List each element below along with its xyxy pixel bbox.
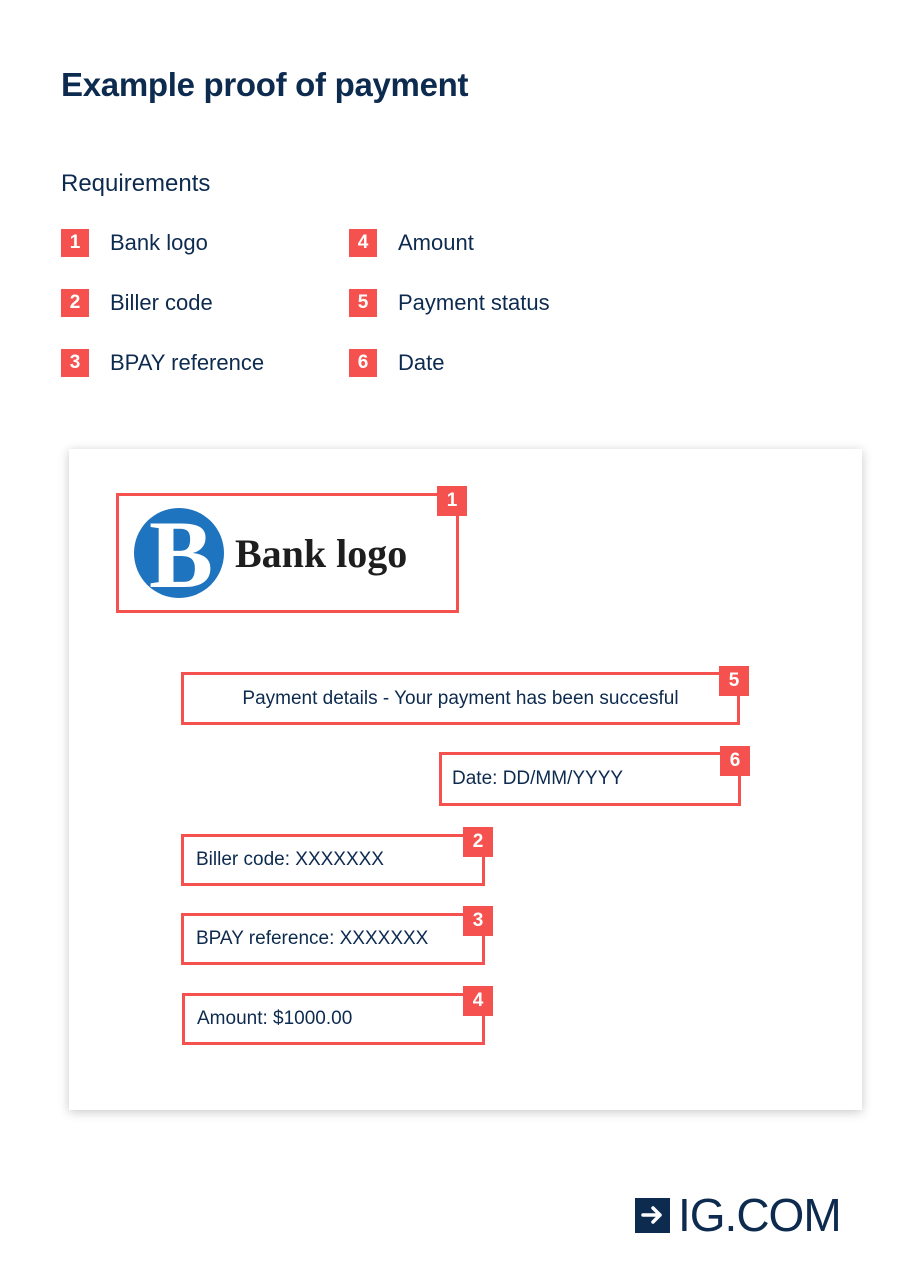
- requirement-number: 1: [61, 229, 89, 257]
- requirement-number: 2: [61, 289, 89, 317]
- ig-logo-text: IG.COM: [678, 1189, 841, 1241]
- amount-box: [182, 993, 485, 1045]
- requirement-label: Bank logo: [110, 230, 208, 255]
- requirement-item: [61, 289, 213, 317]
- marker-badge: 3: [463, 906, 493, 936]
- requirement-item: [61, 349, 264, 377]
- bank-logo-icon: [133, 507, 225, 599]
- amount-text: Amount: $1000.00: [197, 1008, 353, 1029]
- bpay-reference-box: [181, 913, 485, 965]
- bpay-reference-text: BPAY reference: XXXXXXX: [196, 928, 429, 949]
- requirement-number: 3: [61, 349, 89, 377]
- marker-badge: 4: [463, 986, 493, 1016]
- requirement-label: Date: [398, 350, 445, 375]
- marker-badge: 6: [720, 746, 750, 776]
- requirement-item: [349, 229, 474, 257]
- arrow-right-icon: [635, 1198, 670, 1233]
- requirement-label: Amount: [398, 230, 474, 255]
- date-text: Date: DD/MM/YYYY: [452, 768, 624, 789]
- marker-badge: 5: [719, 666, 749, 696]
- requirements-heading: Requirements: [61, 170, 211, 197]
- marker-badge: 2: [463, 827, 493, 857]
- page-title: Example proof of payment: [61, 66, 469, 103]
- ig-logo: [635, 1189, 841, 1241]
- requirement-number: 4: [349, 229, 377, 257]
- biller-code-text: Biller code: XXXXXXX: [196, 849, 384, 870]
- requirement-item: [349, 289, 550, 317]
- bank-logo-text: Bank logo: [235, 530, 408, 576]
- requirement-label: Biller code: [110, 290, 213, 315]
- requirement-label: BPAY reference: [110, 350, 265, 375]
- requirement-number: 6: [349, 349, 377, 377]
- date-box: [439, 752, 741, 806]
- requirement-item: [61, 229, 208, 257]
- bank-logo-letter: B: [148, 507, 214, 599]
- requirement-label: Payment status: [398, 290, 550, 315]
- bank-logo-box: [116, 493, 459, 613]
- marker-badge: 1: [437, 486, 467, 516]
- payment-status-box: [181, 672, 740, 725]
- requirement-item: [349, 349, 444, 377]
- payment-status-text: Payment details - Your payment has been succesful: [242, 687, 679, 709]
- requirement-number: 5: [349, 289, 377, 317]
- biller-code-box: [181, 834, 485, 886]
